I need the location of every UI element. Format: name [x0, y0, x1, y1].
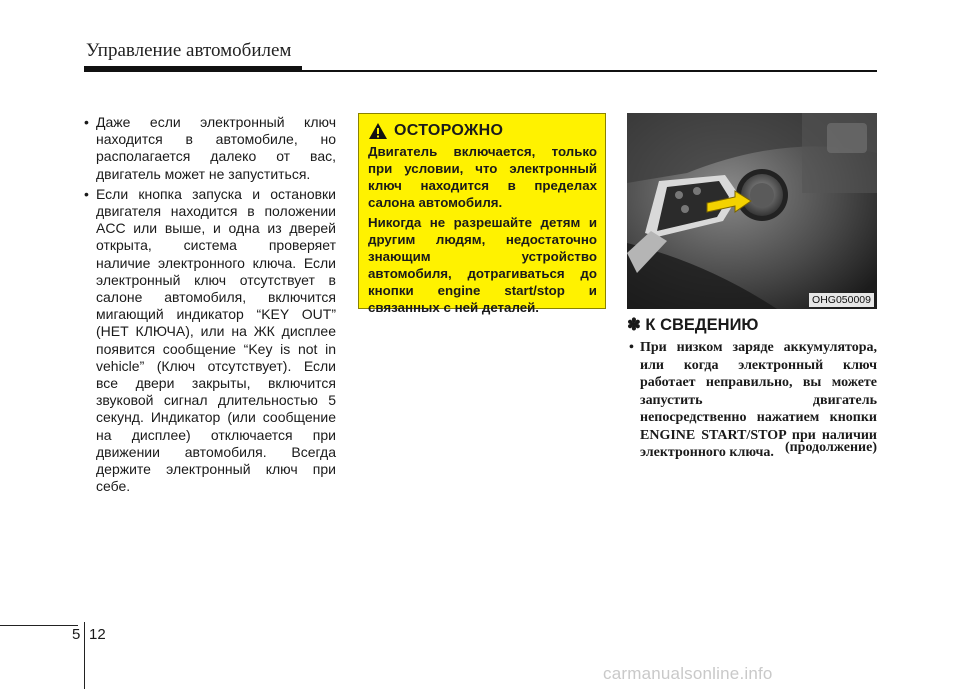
footer-rule — [0, 625, 78, 626]
smart-key-photo — [627, 113, 877, 309]
smart-key-illustration — [627, 113, 877, 309]
bullet-paragraph: • Даже если электронный ключ находится в автомобиле, но располагается далеко от вас, двигатель может не запуститься. — [82, 114, 336, 183]
continued-label: (продолжение) — [784, 440, 877, 455]
warning-paragraph: Двигатель включается, только при условии, что электронный ключ находится в пределах салона автомобиля. — [368, 144, 597, 210]
footer-divider — [84, 622, 85, 689]
info-bullet: • При низком заряде аккумулятора, или когда электронный ключ работает неправильно, вы можете запустить двигатель непосредственно нажатием кнопки ENGINE START/STOP при наличии электронного ключа. — [627, 339, 877, 462]
photo-code-label: OHG050009 — [809, 293, 874, 307]
warning-header — [368, 122, 597, 140]
info-title: ✽ К СВЕДЕНИЮ — [627, 316, 759, 334]
bullet-paragraph: • Если кнопка запуска и остановки двигателя находится в положении ACC или выше, и одна из дверей открыта, система проверяет наличие электронного ключа. Если электронный ключ отсутствует в салоне автомобиля, включится мигающий индикатор “KEY OUT” (НЕТ КЛЮЧА), или на ЖК дисплее появится сообщение “Key is not in vehicle” (Ключ отсутствует). Если все двери закрыты, включится звуковой сигнал длительностью 5 секунд. Индикатор (или сообщение на дисплее) отключается при движении автомобиля. Всегда держите электронный ключ при себе. — [82, 186, 336, 496]
watermark: carmanualsonline.info — [603, 664, 773, 683]
warning-box — [358, 113, 606, 315]
page-number: 12 — [89, 626, 106, 643]
warning-triangle-icon — [368, 122, 388, 140]
header-rule-thin — [300, 70, 877, 72]
warning-paragraph: Никогда не разрешайте детям и другим людям, недостаточно знающим устройство автомобиля, дотрагиваться до кнопки engine start/stop и связанных с ней деталей. — [368, 215, 597, 315]
warning-title: ОСТОРОЖНО — [394, 122, 504, 139]
left-column — [82, 114, 336, 498]
page-header-title: Управление автомобилем — [86, 40, 292, 61]
section-number: 5 — [72, 626, 81, 643]
header-rule-thick — [84, 66, 302, 72]
